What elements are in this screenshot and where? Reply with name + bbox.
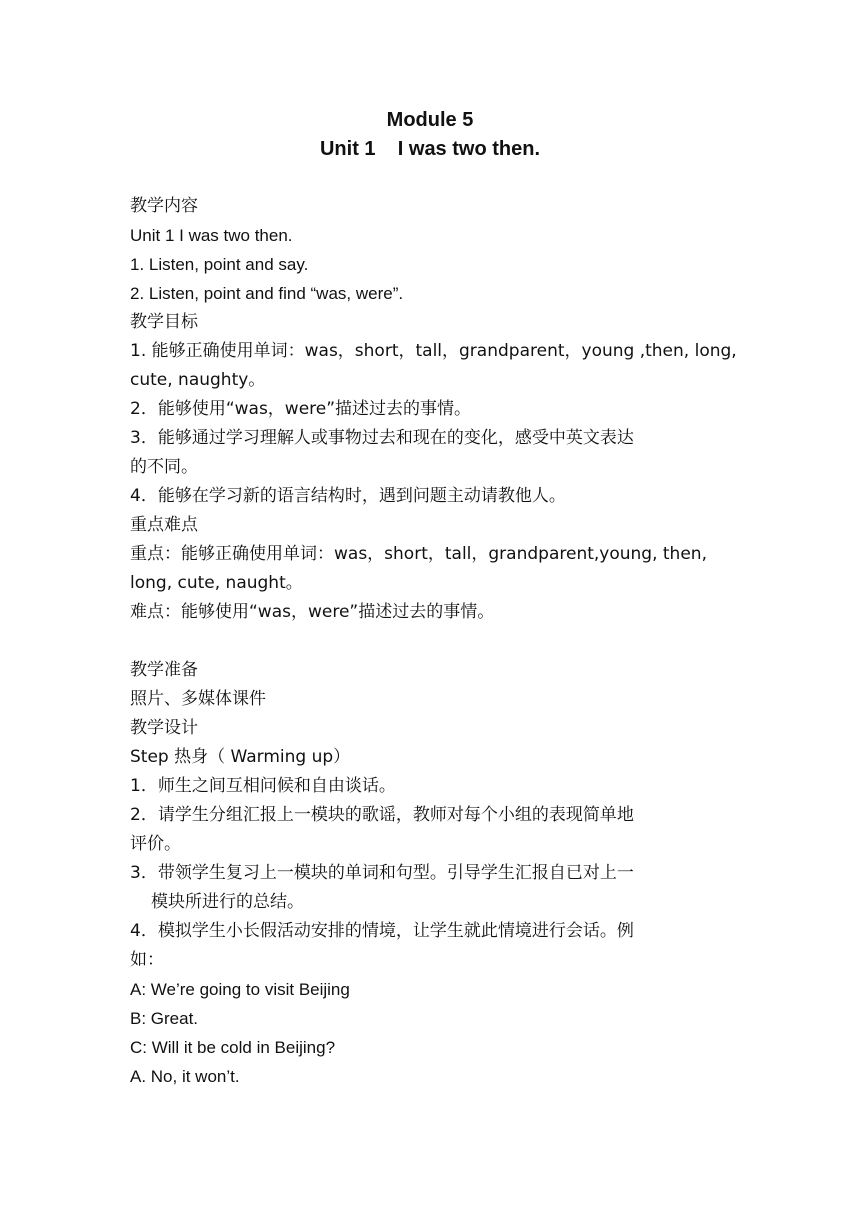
text-line: 2．请学生分组汇报上一模块的歌谣，教师对每个小组的表现简单地 xyxy=(130,805,634,825)
text-line: 2．能够使用“was，were”描述过去的事情。 xyxy=(130,399,472,419)
text-line: 评价。 xyxy=(130,834,181,854)
text-line: 1. Listen, point and say. xyxy=(130,255,309,274)
unit-title: Unit 1 I was two then. xyxy=(319,138,541,160)
module-title: Module 5 xyxy=(386,109,474,131)
text-line: 3．带领学生复习上一模块的单词和句型。引导学生汇报自已对上一 xyxy=(130,863,634,883)
text-line: 2. Listen, point and find “was, were”. xyxy=(130,284,404,303)
text-line: 教学内容 xyxy=(130,196,198,216)
text-line: 1．师生之间互相问候和自由谈话。 xyxy=(130,776,396,796)
text-line: 1. 能够正确使用单词：was，short，tall，grandparent，young ,then, long, xyxy=(130,341,737,361)
text-line: cute, naughty。 xyxy=(130,370,266,390)
text-line: 重点难点 xyxy=(130,515,198,535)
text-line: B: Great. xyxy=(130,1009,199,1028)
text-line: 的不同。 xyxy=(130,457,198,477)
document-body xyxy=(130,192,737,1091)
text-line: C: Will it be cold in Beijing? xyxy=(130,1038,336,1057)
text-line: 3．能够通过学习理解人或事物过去和现在的变化，感受中英文表达 xyxy=(130,428,634,448)
text-line: 如： xyxy=(130,950,164,970)
text-line: 教学准备 xyxy=(130,660,198,680)
text-line: A. No, it won’t. xyxy=(130,1067,240,1086)
text-line: A: We’re going to visit Beijing xyxy=(130,980,350,999)
text-line: Unit 1 I was two then. xyxy=(130,226,293,245)
blank-line xyxy=(130,627,732,656)
text-line: 模块所进行的总结。 xyxy=(151,892,304,912)
text-line: 难点：能够使用“was，were”描述过去的事情。 xyxy=(130,602,495,622)
text-line: long, cute, naught。 xyxy=(130,573,303,593)
text-line: 教学目标 xyxy=(130,312,198,332)
text-line: 照片、多媒体课件 xyxy=(130,689,266,709)
text-line: Step 热身（ Warming up） xyxy=(130,747,351,767)
text-line: 4．能够在学习新的语言结构时，遇到问题主动请教他人。 xyxy=(130,486,566,506)
text-line: 4．模拟学生小长假活动安排的情境，让学生就此情境进行会话。例 xyxy=(130,921,634,941)
text-line: 教学设计 xyxy=(130,718,198,738)
text-line: 重点：能够正确使用单词：was，short，tall，grandparent,young, then, xyxy=(130,544,707,564)
